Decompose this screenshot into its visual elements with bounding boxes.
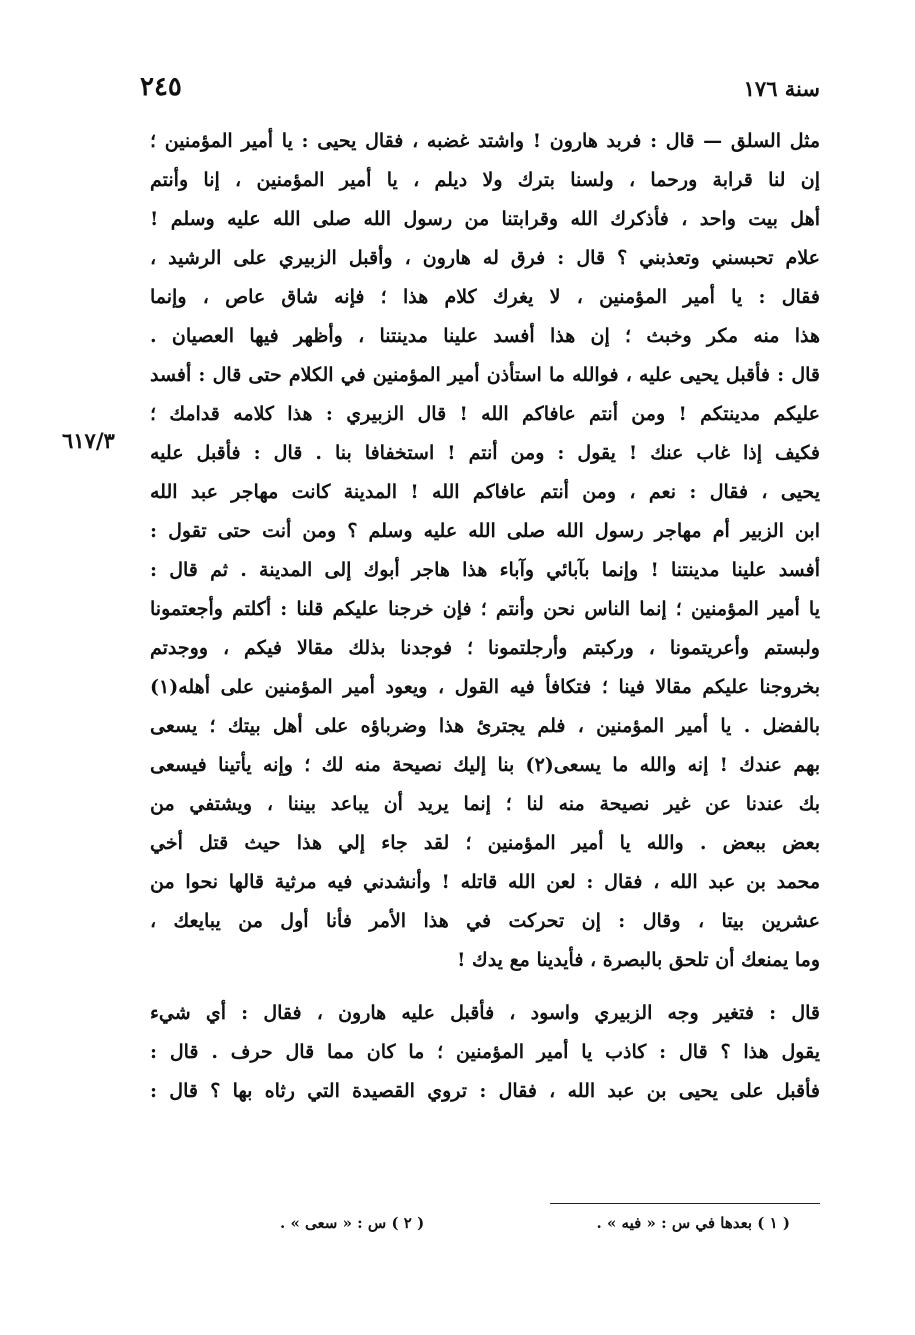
footnote-rule xyxy=(550,1203,820,1204)
running-head xyxy=(140,72,820,108)
text-line: يقول هذا ؟ قال : كاذب يا أمير المؤمنين ؛ ما كان مما قال حرف . قال : xyxy=(150,1041,820,1063)
margin-reference: ٦١٧/٣ xyxy=(62,428,115,453)
paragraph-1 xyxy=(150,122,820,980)
text-line: أفسد علينا مدينتنا ! وإنما بآبائي وآباء هذا هاجر أبوك إلى المدينة . ثم قال : xyxy=(150,559,820,581)
footnotes xyxy=(280,1214,790,1244)
text-line: فكيف إذا غاب عنك ! يقول : ومن أنتم ! استخفافا بنا . قال : فأقبل عليه xyxy=(150,442,820,464)
footnote-2: ( ٢ ) س : « سعى » . xyxy=(280,1214,425,1232)
text-line: قال : فأقبل يحيى عليه ، فوالله ما استأذن أمير المؤمنين في الكلام حتى قال : أفسد xyxy=(150,364,820,386)
text-line: هذا منه مكر وخبث ؛ إن هذا أفسد علينا مدينتنا ، وأظهر فيها العصيان . xyxy=(150,325,820,347)
text-line: بخروجنا عليكم مقالا فينا ؛ فتكافأ فيه القول ، ويعود أمير المؤمنين على أهله(١) xyxy=(150,676,820,698)
text-line: مثل السلق — قال : فربد هارون ! واشتد غضبه ، فقال يحيى : يا أمير المؤمنين ؛ xyxy=(150,130,820,152)
text-line: بك عندنا عن غير نصيحة منه لنا ؛ إنما يريد أن يباعد بيننا ، ويشتفي من xyxy=(150,793,820,815)
text-line: فقال : يا أمير المؤمنين ، لا يغرك كلام هذا ؛ فإنه شاق عاص ، وإنما xyxy=(150,286,820,308)
text-line: ولبستم وأعريتمونا ، وركبتم وأرجلتمونا ؛ فوجدنا بذلك مقالا فيكم ، ووجدتم xyxy=(150,637,820,659)
text-line: فأقبل على يحيى بن عبد الله ، فقال : تروي القصيدة التي رثاه بها ؟ قال : xyxy=(150,1080,820,1102)
text-line: محمد بن عبد الله ، فقال : لعن الله قاتله ! وأنشدني فيه مرثية قالها نحوا من xyxy=(150,871,820,893)
body-text xyxy=(150,122,820,1111)
text-line: يا أمير المؤمنين ؛ إنما الناس نحن وأنتم ؛ فإن خرجنا عليكم قلنا : أكلتم وأجعتمونا xyxy=(150,598,820,620)
paragraph-2 xyxy=(150,994,820,1111)
footnote-1: ( ١ ) بعدها في س : « فيه » . xyxy=(596,1214,790,1232)
text-line: ابن الزبير أم مهاجر رسول الله صلى الله عليه وسلم ؟ ومن أنت حتى تقول : xyxy=(150,520,820,542)
text-line: بعض ببعض . والله يا أمير المؤمنين ؛ لقد جاء إلي هذا حيث قتل أخي xyxy=(150,832,820,854)
text-line: علام تحبسني وتعذبني ؟ قال : فرق له هارون ، وأقبل الزبيري على الرشيد ، xyxy=(150,247,820,269)
text-line: بالفضل . يا أمير المؤمنين ، فلم يجترئ هذا وضرباؤه على أهل بيتك ؛ يسعى xyxy=(150,715,820,737)
year-label: سنة ١٧٦ xyxy=(743,76,820,101)
text-line: قال : فتغير وجه الزبيري واسود ، فأقبل عليه هارون ، فقال : أي شيء xyxy=(150,1002,820,1024)
text-line: بهم عندك ! إنه والله ما يسعى(٢) بنا إليك نصيحة منه لك ؛ وإنه يأتينا فيسعى xyxy=(150,754,820,776)
text-line: أهل بيت واحد ، فأذكرك الله وقرابتنا من رسول الله صلى الله عليه وسلم ! xyxy=(150,208,820,230)
paragraph-gap xyxy=(150,980,820,994)
text-line: يحيى ، فقال : نعم ، ومن أنتم عافاكم الله ! المدينة كانت مهاجر عبد الله xyxy=(150,481,820,503)
text-line: عشرين بيتا ، وقال : إن تحركت في هذا الأمر فأنا أول من يبايعك ، xyxy=(150,910,820,932)
page-number: ٢٤٥ xyxy=(140,72,182,102)
text-line: وما يمنعك أن تلحق بالبصرة ، فأيدينا مع يدك ! xyxy=(457,949,820,971)
text-line: إن لنا قرابة ورحما ، ولسنا بترك ولا ديلم ، يا أمير المؤمنين ، إنا وأنتم xyxy=(150,169,820,191)
text-line: عليكم مدينتكم ! ومن أنتم عافاكم الله ! قال الزبيري : هذا كلامه قدامك ؛ xyxy=(150,403,820,425)
